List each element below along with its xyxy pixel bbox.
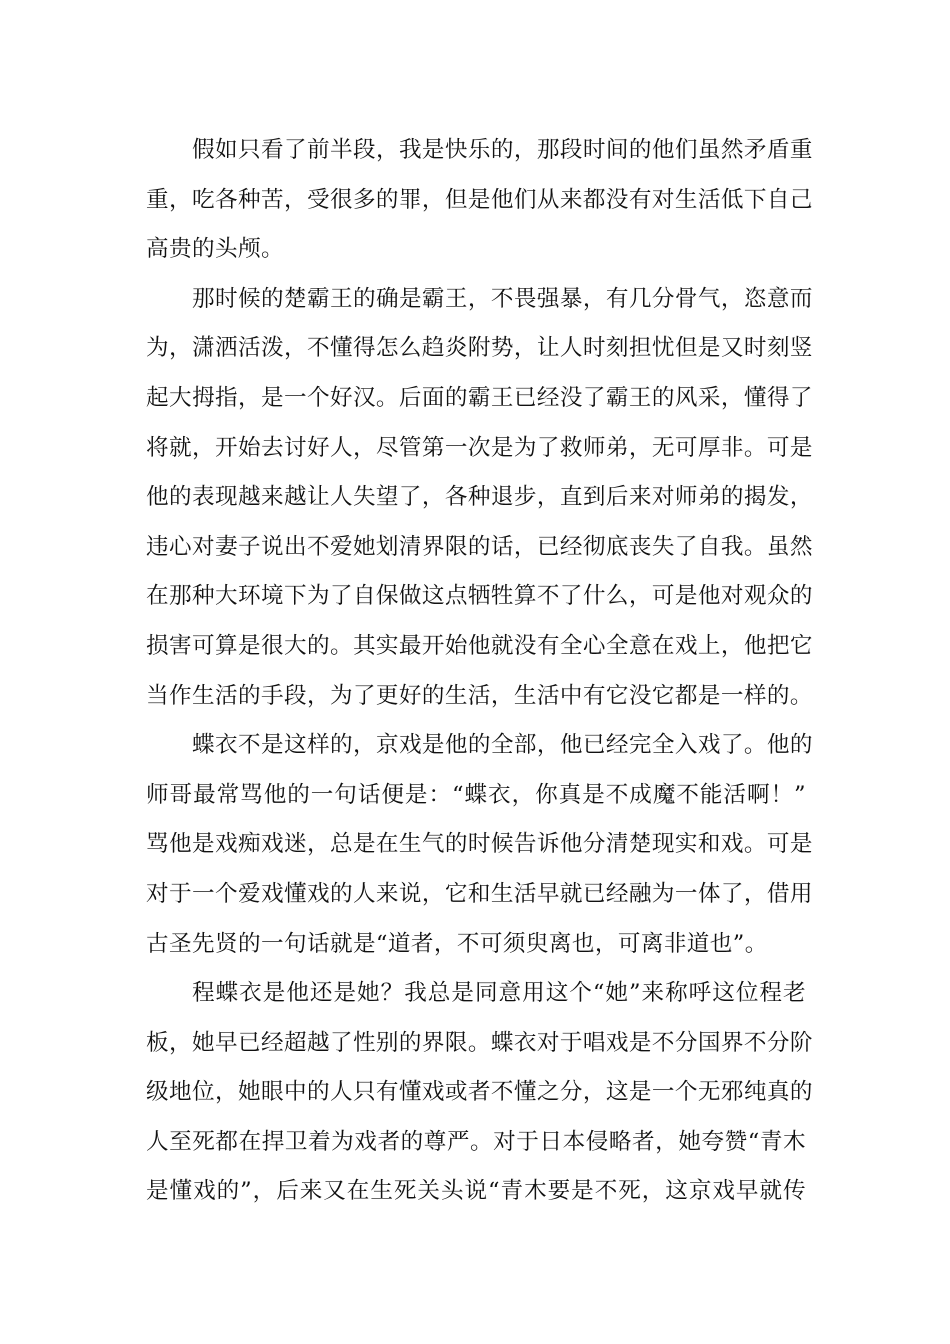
paragraph-line: 在那种大环境下为了自保做这点牺牲算不了什么，可是他对观众的 (146, 583, 813, 610)
paragraph-4 (146, 969, 813, 1217)
paragraph-line: 损害可算是很大的。其实最开始他就没有全心全意在戏上，他把它 (146, 632, 813, 659)
paragraph-line: 程蝶衣是他还是她？我总是同意用这个“她”来称呼这位程老 (192, 980, 806, 1007)
paragraph-line: 假如只看了前半段，我是快乐的，那段时间的他们虽然矛盾重 (192, 137, 813, 163)
paragraph-line: 人至死都在捍卫着为戏者的尊严。对于日本侵略者，她夸赞“青木 (146, 1128, 806, 1155)
paragraph-line: 那时候的楚霸王的确是霸王，不畏强暴，有几分骨气，恣意而 (192, 285, 813, 312)
paragraph-line: 为，潇洒活泼，不懂得怎么趋炎附势，让人时刻担忧但是又时刻竖 (146, 335, 813, 362)
paragraph-1 (146, 126, 813, 275)
paragraph-line: 当作生活的手段，为了更好的生活，生活中有它没它都是一样的。 (146, 682, 813, 709)
paragraph-line: 是懂戏的”，后来又在生死关头说“青木要是不死，这京戏早就传 (146, 1178, 806, 1205)
paragraph-line: 级地位，她眼中的人只有懂戏或者不懂之分，这是一个无邪纯真的 (146, 1079, 813, 1106)
paragraph-line: 重，吃各种苦，受很多的罪，但是他们从来都没有对生活低下自己 (146, 186, 813, 213)
paragraph-line: 蝶衣不是这样的，京戏是他的全部，他已经完全入戏了。他的 (192, 732, 813, 759)
document-page (146, 126, 813, 1217)
paragraph-line: 古圣先贤的一句话就是“道者，不可须臾离也，可离非道也”。 (146, 930, 768, 957)
paragraph-line: 骂他是戏痴戏迷，总是在生气的时候告诉他分清楚现实和戏。可是 (146, 831, 813, 858)
paragraph-line: 对于一个爱戏懂戏的人来说，它和生活早就已经融为一体了，借用 (146, 880, 813, 907)
paragraph-line: 他的表现越来越让人失望了，各种退步，直到后来对师弟的揭发， (146, 484, 813, 511)
paragraph-line: 板，她早已经超越了性别的界限。蝶衣对于唱戏是不分国界不分阶 (146, 1029, 813, 1056)
paragraph-2 (146, 275, 813, 721)
paragraph-line: 将就，开始去讨好人，尽管第一次是为了救师弟，无可厚非。可是 (146, 434, 813, 461)
paragraph-line: 师哥最常骂他的一句话便是：“蝶衣，你真是不成魔不能活啊！” (146, 781, 806, 808)
paragraph-line: 起大拇指，是一个好汉。后面的霸王已经没了霸王的风采，懂得了 (146, 384, 813, 411)
paragraph-3 (146, 721, 813, 969)
paragraph-line: 违心对妻子说出不爱她划清界限的话，已经彻底丧失了自我。虽然 (146, 533, 813, 560)
paragraph-line: 高贵的头颅。 (146, 236, 284, 263)
